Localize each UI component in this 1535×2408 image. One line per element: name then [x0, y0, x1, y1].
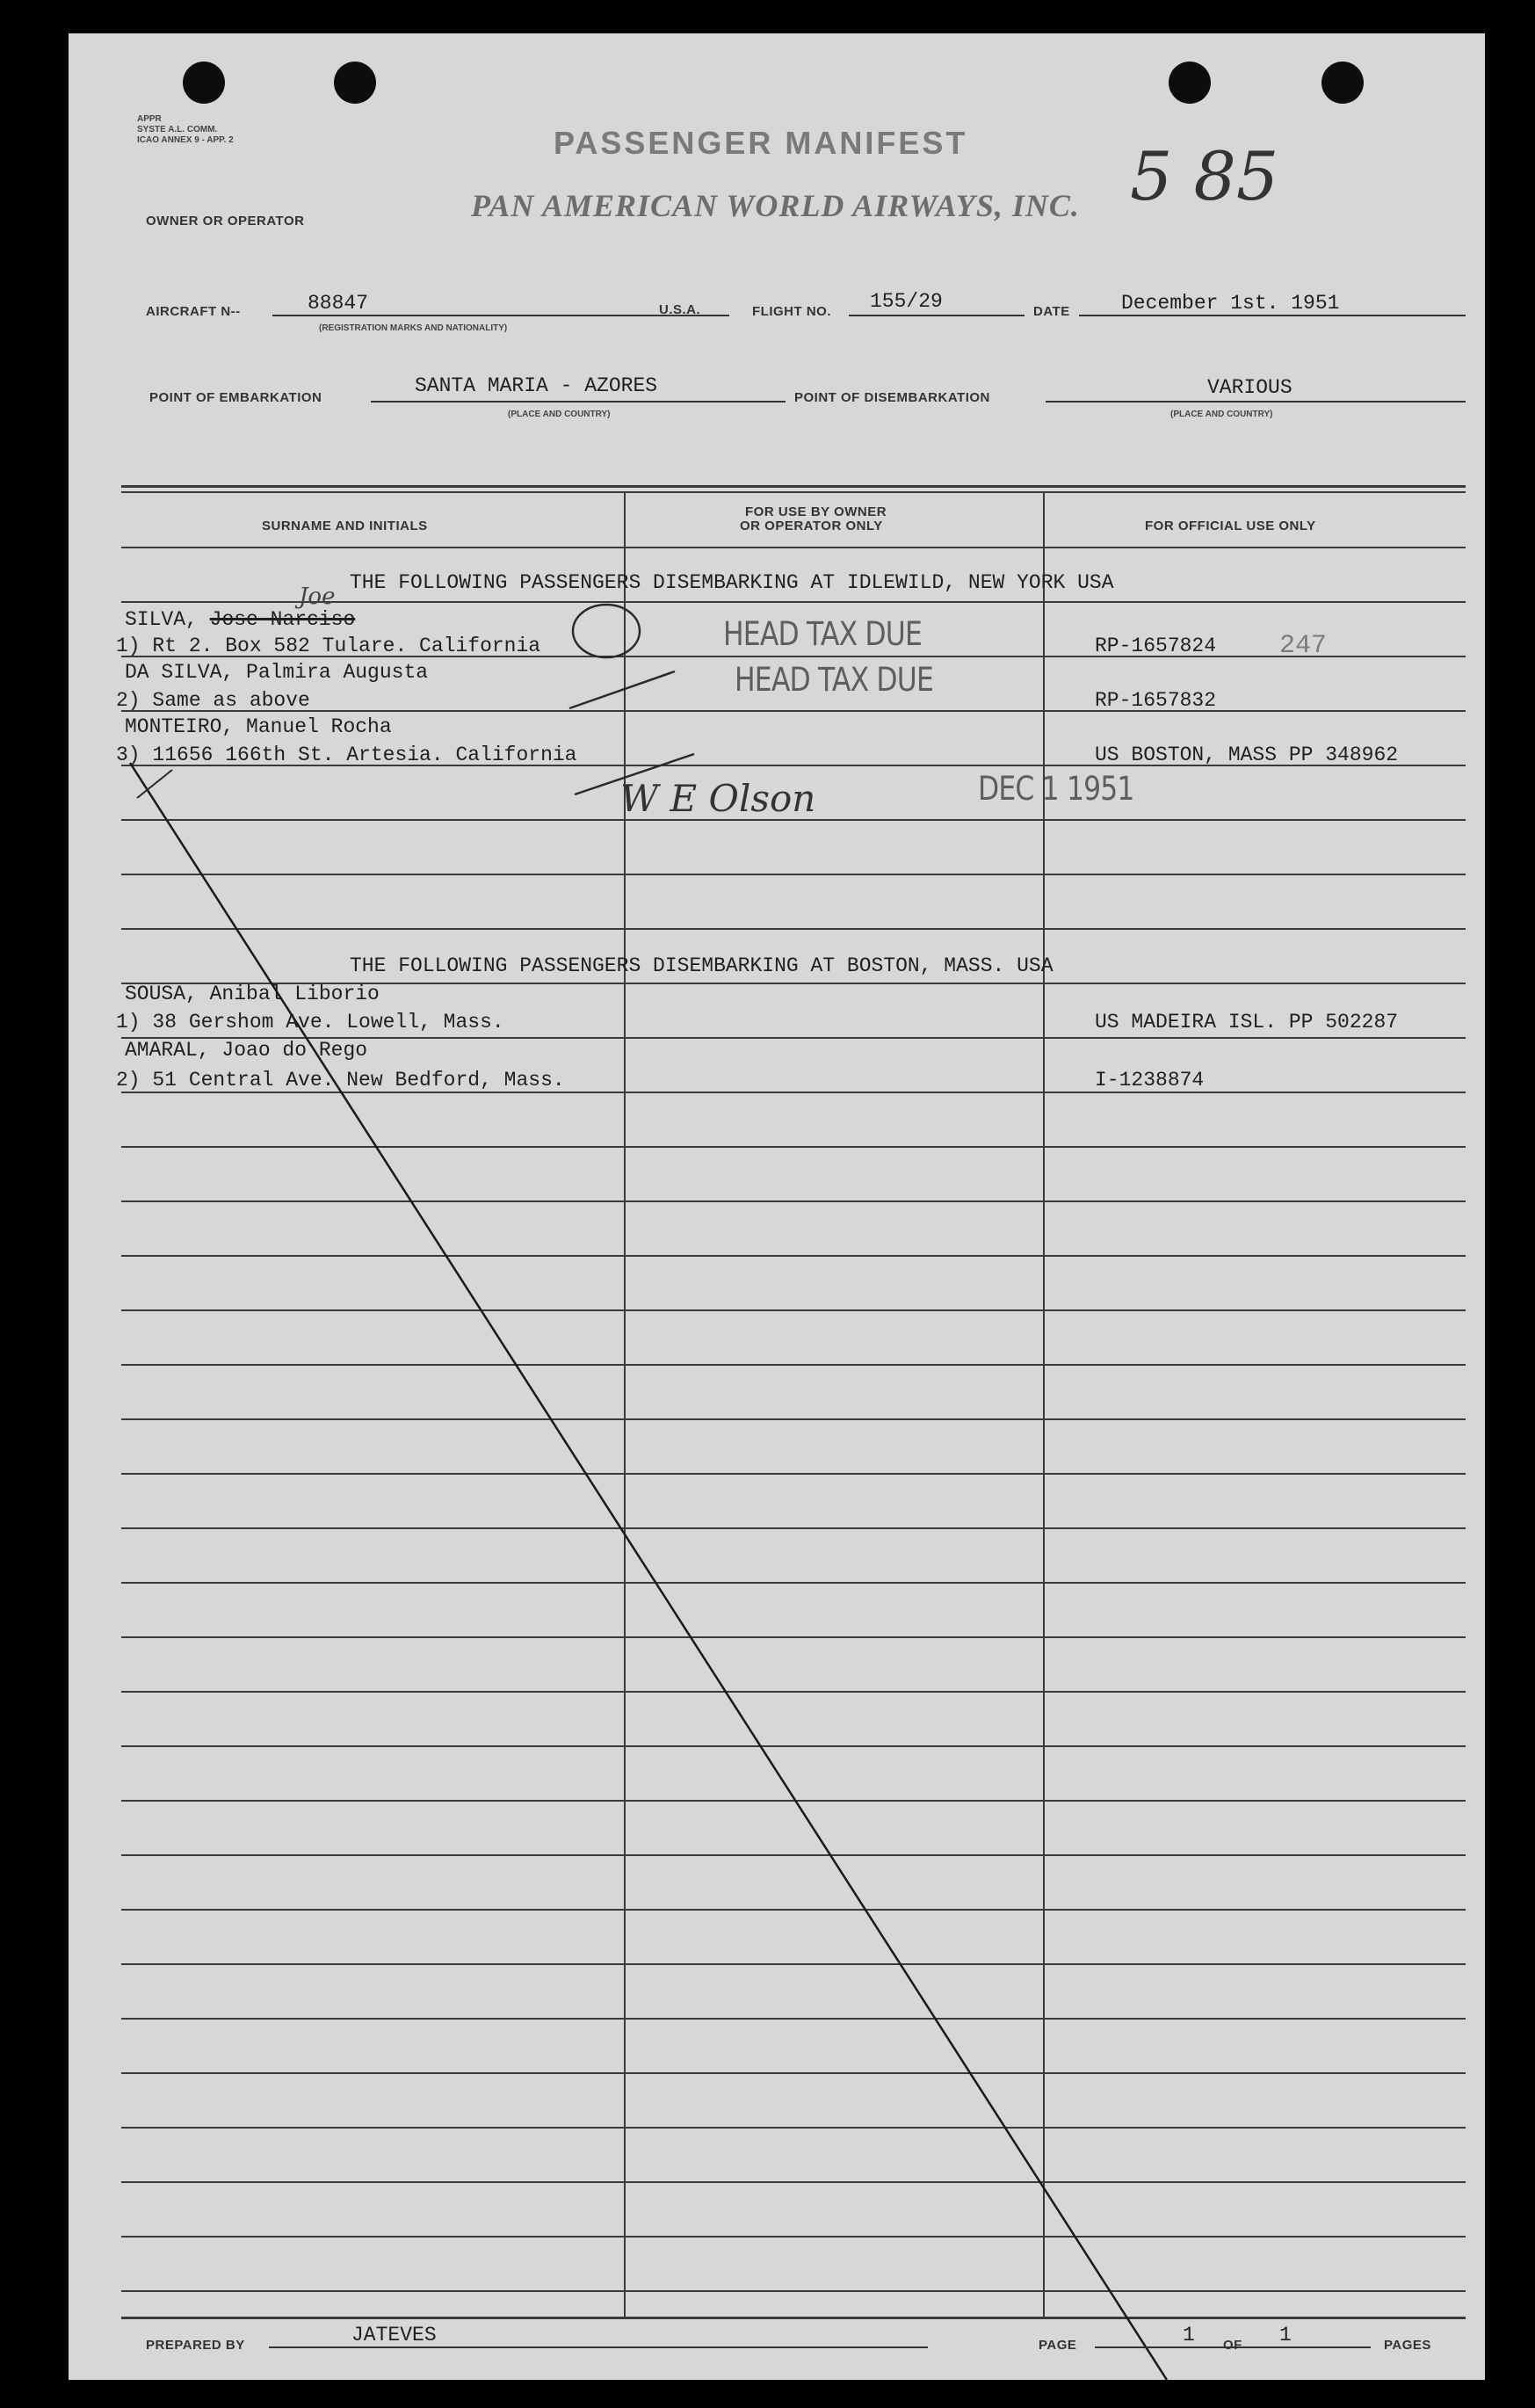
- pages-underline: [1256, 2346, 1371, 2348]
- page-total: 1: [1279, 2324, 1292, 2346]
- official-entry: RP-1657824: [1095, 635, 1217, 657]
- flight-value: 155/29: [870, 290, 943, 313]
- usa-label: U.S.A.: [659, 302, 701, 317]
- passenger-address: 1) Rt 2. Box 582 Tulare. California: [116, 635, 541, 657]
- prepared-underline: [269, 2346, 928, 2348]
- official-entry: US MADEIRA ISL. PP 502287: [1095, 1011, 1399, 1034]
- embark-value: SANTA MARIA - AZORES: [415, 374, 658, 397]
- disembark-value: VARIOUS: [1207, 376, 1292, 399]
- passenger-name: MONTEIRO, Manuel Rocha: [125, 715, 392, 738]
- head-tax-stamp: HEAD TAX DUE: [735, 661, 933, 699]
- place-caption: (PLACE AND COUNTRY): [1170, 410, 1273, 419]
- flight-label: FLIGHT NO.: [752, 304, 831, 319]
- date-label: DATE: [1033, 304, 1070, 319]
- aircraft-value: 88847: [308, 292, 369, 315]
- check-stroke: [575, 754, 694, 794]
- cancellation-marks: [69, 33, 1485, 2380]
- prepared-label: PREPARED BY: [146, 2338, 245, 2353]
- date-stamp: DEC 1 1951: [978, 770, 1134, 808]
- section-heading-idlewild: THE FOLLOWING PASSENGERS DISEMBARKING AT IDLEWILD, NEW YORK USA: [350, 571, 1114, 594]
- aircraft-label: AIRCRAFT N--: [146, 304, 241, 319]
- col-header-operator-1: FOR USE BY OWNER: [745, 504, 887, 519]
- airline-name: PAN AMERICAN WORLD AIRWAYS, INC.: [471, 188, 1080, 223]
- approval-line: APPR: [137, 114, 162, 124]
- disembark-label: POINT OF DISEMBARKATION: [794, 390, 990, 405]
- passenger-address: 2) Same as above: [116, 689, 310, 712]
- page-number: 1: [1183, 2324, 1195, 2346]
- prepared-by: JATEVES: [351, 2324, 437, 2346]
- check-stroke: [569, 671, 675, 708]
- passenger-name: SOUSA, Anibal Liborio: [125, 983, 380, 1005]
- official-entry: I-1238874: [1095, 1069, 1205, 1092]
- official-entry: US BOSTON, MASS PP 348962: [1095, 743, 1399, 766]
- approval-line: ICAO ANNEX 9 - APP. 2: [137, 135, 234, 145]
- page-label: PAGE: [1039, 2338, 1077, 2353]
- pages-label: PAGES: [1384, 2338, 1431, 2353]
- handwritten-number: 5 85: [1130, 137, 1279, 215]
- approval-line: SYSTE A.L. COMM.: [137, 125, 218, 134]
- handwritten-insert: Joe: [299, 584, 336, 610]
- struck-given-name: Jose Narciso: [209, 608, 356, 631]
- page-underline: [1095, 2346, 1278, 2348]
- passenger-name: DA SILVA, Palmira Augusta: [125, 661, 429, 684]
- owner-label: OWNER OR OPERATOR: [146, 214, 305, 228]
- diagonal-cancel-line: [130, 763, 1167, 2380]
- registration-caption: (REGISTRATION MARKS AND NATIONALITY): [319, 323, 508, 333]
- inspector-signature: W E Olson: [620, 777, 816, 820]
- passenger-address: 2) 51 Central Ave. New Bedford, Mass.: [116, 1069, 565, 1092]
- col-header-surname: SURNAME AND INITIALS: [262, 519, 428, 533]
- passenger-surname: SILVA,: [125, 608, 198, 631]
- hand-circle: [573, 605, 640, 657]
- official-entry: RP-1657832: [1095, 689, 1217, 712]
- passenger-name: AMARAL, Joao do Rego: [125, 1039, 368, 1062]
- passenger-address: 3) 11656 166th St. Artesia. California: [116, 743, 577, 766]
- section-heading-boston: THE FOLLOWING PASSENGERS DISEMBARKING AT BOSTON, MASS. USA: [350, 954, 1054, 977]
- col-header-operator-2: OR OPERATOR ONLY: [740, 519, 883, 533]
- embark-label: POINT OF EMBARKATION: [149, 390, 322, 405]
- date-value: December 1st. 1951: [1121, 292, 1340, 315]
- place-caption: (PLACE AND COUNTRY): [508, 410, 611, 419]
- of-label: OF: [1223, 2338, 1242, 2353]
- col-header-official: FOR OFFICIAL USE ONLY: [1145, 519, 1316, 533]
- manifest-sheet: [69, 33, 1485, 2380]
- head-tax-stamp: HEAD TAX DUE: [723, 615, 922, 653]
- official-note: 247: [1279, 631, 1328, 661]
- passenger-address: 1) 38 Gershom Ave. Lowell, Mass.: [116, 1011, 504, 1034]
- page-title: PASSENGER MANIFEST: [554, 125, 968, 161]
